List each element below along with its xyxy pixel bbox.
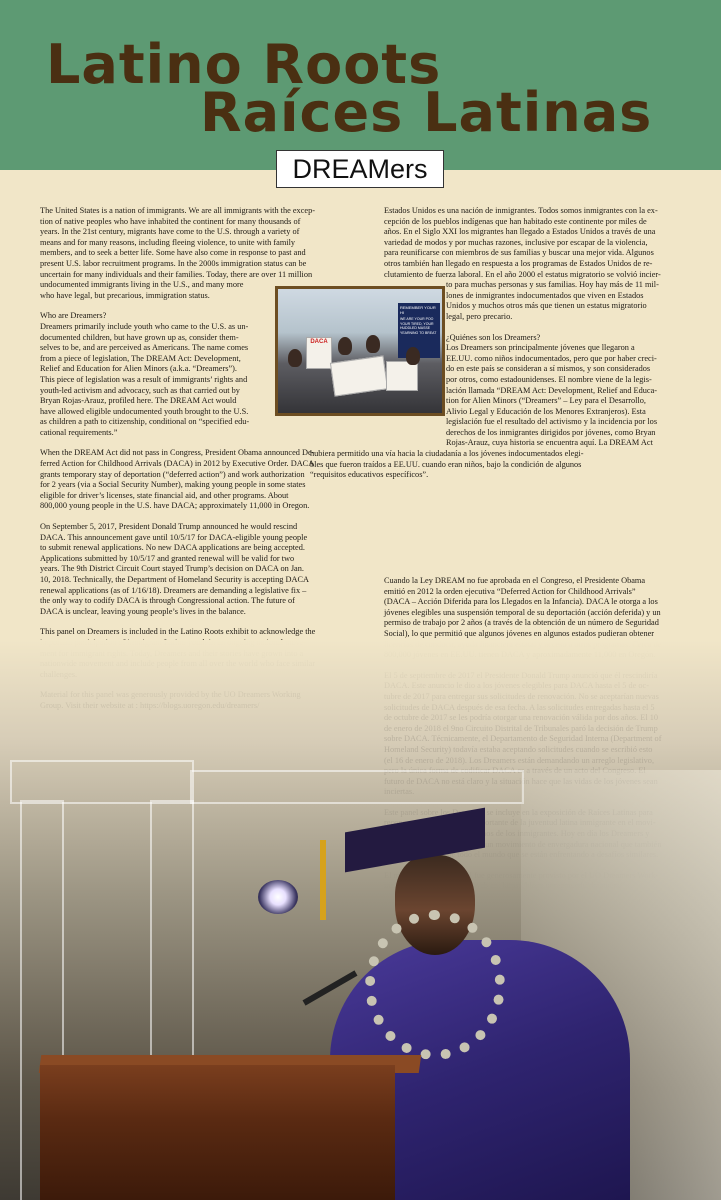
photo-sign-daca: DACA [306, 337, 332, 369]
photo-person [338, 337, 352, 355]
english-panel: This panel on Dreamers is included in the Latino Roots exhibit to acknowledge the [40, 627, 316, 637]
stage-light [258, 880, 298, 914]
protest-photo [275, 286, 445, 416]
title-english: Latino Roots [46, 33, 442, 96]
spanish-daca: Cuando la Ley DREAM no fue aprobada en el Congreso, el Presidente Obama emitió en 2012 la orden ejecutiva “Deferred Action for Childhood Arrivals” (DACA – Acción Diferida para los Llegados en la Infancia). DACA le otorga a los jóvenes elegibles una suspensión temporal de su deportación (acción deferida) y un permiso de trabajo por 2 años (a través de la obtención de un número de Seguridad Social), lo que permitió que algunos jóvenes en algunos estados pudieran obtener [384, 576, 661, 638]
photo-person [366, 335, 380, 353]
stage-truss [10, 760, 194, 804]
english-intro: The United States is a nation of immigrants. We are all immigrants with the excep- tion of native peoples who have inhabited the continent for many thousands of years. In the 21st century, migrants have come to the U.S. through a variety of means and for many reasons, including fleeing violence, to unite with family members, and to seek a better life. Some have also come in response to past and present U.S. labor recruitment programs. In the 2000s immigration status can be uncertain for many individuals and their families. Today, there are over 11 million undocumented immigrants living in the U.S., and many more who have legal, but precarious, immigration status. [40, 206, 315, 300]
header-band [0, 0, 721, 170]
photo-sign-handmade [330, 355, 388, 396]
graduation-photo [0, 640, 721, 1200]
podium [40, 1065, 395, 1200]
english-daca: When the DREAM Act did not pass in Congress, President Obama announced De- ferred Action for Childhood Arrivals (DACA) in 2012 by Executive Order. DACA grants temporary stay of deportation (“deferred action”) and work authorization for 2 years (via a Social Security Number), making young people in some states eligible for driver’s licenses, state financial aid, and other programs. About 800,000 young people in the U.S. have DACA; approximately 11,000 in Oregon. [40, 448, 315, 511]
english-who: Who are Dreamers? Dreamers primarily include youth who came to the U.S. as un- documented children, but have grown up as, consider them- selves to be, and are perceived as Americans. The name comes from a piece of legislation, The DREAM Act: Development, Relief and Education for Alien Minors (a.k.a. “Dreamers”). This piece of legislation was a result of immigrants’ rights and youth-led activism and advocacy, such as that carried out by Bryan Rojas-Arauz, profiled here. The DREAM Act would have allowed eligible undocumented youth brought to the U.S. as children a path to citizenship, conditional on “specified edu- cational requirements.” [40, 311, 250, 437]
photo-sign-banner: REMEMBER YOUR HI WE ARE YOUR POO YOUR TIRED, YOUR HUDDLED MASSE YEARNING TO BREAT [398, 303, 440, 358]
money-lei [365, 910, 505, 1060]
photo-person [406, 347, 420, 365]
spanish-who: ¿Quiénes son los Dreamers? Los Dreamers son principalmente jóvenes que llegaron a EE.UU. como niños indocumentados, pero que por haber creci- do en este país se consideran a sí mismos, y son considerados por otros, como estadounidenses. El nombre viene de la legis- lación llamada “DREAM Act: Development, Relief and Educa- tion for Alien Minors (“Dreamers” – Ley para el Desarrollo, Alivio Legal y Educación de los Menores Extranjeros). Esta legislación fue el resultado del activismo y la incidencia por los derechos de los inmigrantes dirigidos por jóvenes, como Bryan Rojas-Arauz, cuya historia se encuentra aquí. La DREAM Act hubiera permitido una vía hacia la ciudadanía a los jóvenes indocumentados elegi- bles que fueron traídos a EE.UU. cuando eran niños, bajo la condición de algunos “requisitos educativos específicos”. [310, 332, 658, 480]
spanish-intro: Estados Unidos es una nación de inmigrantes. Todos somos inmigrantes con la ex- cepción de los pueblos indígenas que han habitado este continente por miles de años. En el Siglo XXI los migrantes han llegado a Estados Unidos a través de una variedad de modos y por muchas razones, inclusive por escapar de la violencia, para reunificarse con miembros de sus familias y buscar una mejor vida. Algunos otros también han llegado en respuesta a los programas de Estados Unidos de re- clutamiento de fuerza laboral. En el año 2000 el estatus migratorio se volvió incier- to para muchas personas y sus familias. Hoy hay más de 11 mil- lones de inmigrantes indocumentados que viven en Estados Unidos y muchos otros más que tienen un estatus migratorio legal, pero precario. [384, 206, 661, 321]
photo-sign-small [386, 361, 418, 391]
title-spanish: Raíces Latinas [200, 81, 653, 144]
stage-truss [190, 770, 524, 804]
cap-tassel [320, 840, 326, 920]
english-rescind: On September 5, 2017, President Donald Trump announced he would rescind DACA. This announcement gave until 10/5/17 for DACA-eligible young people to submit renewal applications. No new DACA applications are being accepted. Applications submitted by 10/5/17 and granted renewal will be valid for two years. The 9th District Circuit Court stayed Trump’s decision on DACA on Jan. 10, 2018. Technically, the Department of Homeland Security is accepting DACA renewal applications (as of 1/16/18). Dreamers are demanding a legislative fix – the only way to codify DACA is through Congressional action. The future of DACA is unclear, leaving young people’s lives in the balance. [40, 522, 309, 616]
section-title: DREAMers [276, 150, 444, 188]
photo-person [288, 349, 302, 367]
